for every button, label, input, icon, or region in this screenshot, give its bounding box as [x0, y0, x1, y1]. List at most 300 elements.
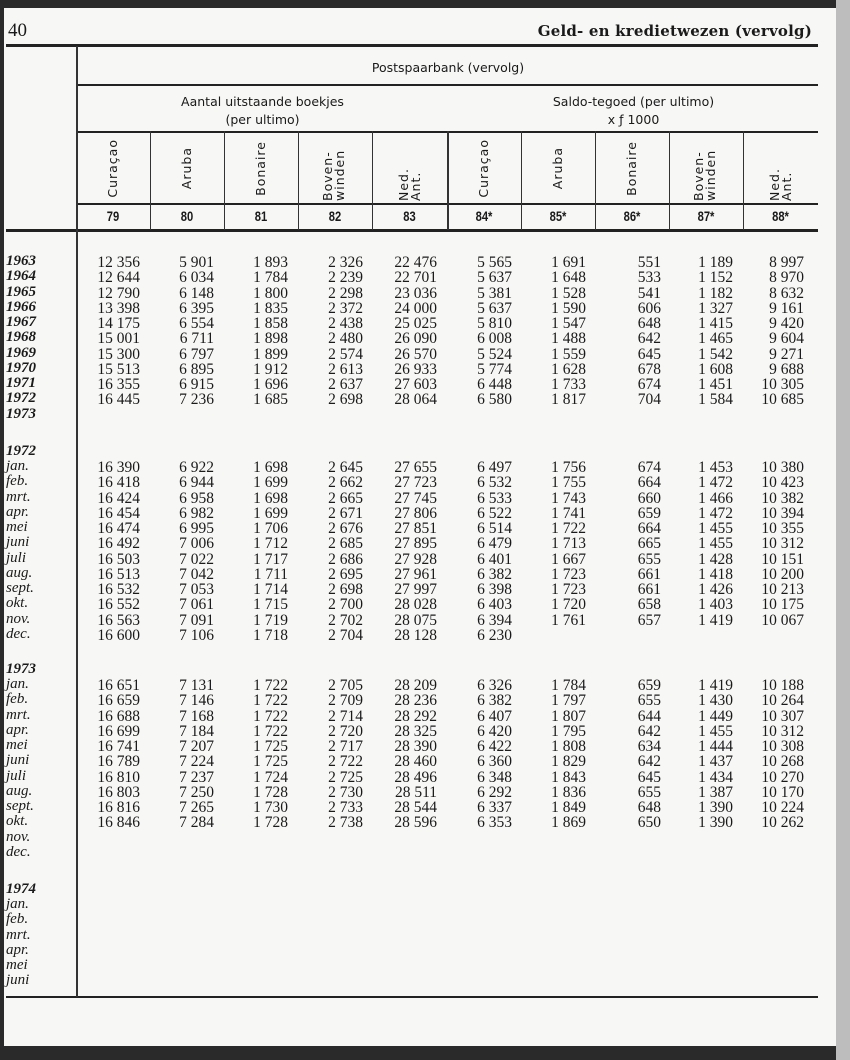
table-cell: 1 451: [698, 376, 733, 393]
column-number: 86*: [623, 208, 641, 224]
table-cell: 12 644: [97, 269, 140, 287]
table-cell: 12 790: [97, 284, 140, 302]
table-cell: 5 901: [179, 254, 214, 271]
table-cell: 645: [637, 345, 661, 363]
table-cell: 6 348: [477, 768, 512, 786]
row-label: jan.: [6, 896, 29, 912]
table-cell: 10 308: [761, 738, 804, 755]
table-cell: 1 590: [551, 299, 586, 317]
table-cell: 606: [637, 299, 661, 317]
row-label: 1969: [6, 344, 36, 361]
row-label: mei: [6, 519, 28, 535]
table-cell: 1 723: [551, 581, 586, 598]
table-cell: 16 659: [97, 692, 140, 710]
table-cell: 10 200: [761, 565, 804, 583]
table-cell: 1 699: [253, 474, 288, 492]
table-cell: 6 522: [477, 504, 512, 522]
table-cell: 1 722: [253, 677, 288, 694]
column-header: [150, 135, 224, 201]
table-cell: 28 075: [394, 611, 437, 629]
table-cell: 10 175: [761, 596, 804, 614]
table-cell: 27 603: [394, 376, 437, 393]
table-cell: 15 001: [97, 330, 140, 348]
table-cell: 8 970: [769, 269, 804, 287]
table-cell: 6 382: [477, 565, 512, 583]
table-cell: 6 394: [477, 611, 512, 629]
table-cell: 7 224: [179, 753, 214, 771]
table-cell: 2 685: [328, 535, 363, 553]
column-name: Curaçao: [105, 138, 120, 198]
table-cell: 6 958: [179, 489, 214, 507]
table-cell: 1 733: [551, 376, 586, 393]
table-cell: 6 008: [477, 330, 512, 348]
table-cell: 10 380: [761, 459, 804, 476]
table-cell: 1 415: [698, 315, 733, 332]
table-cell: 28 236: [394, 692, 437, 710]
column-number: 85*: [549, 208, 567, 224]
table-cell: 6 448: [477, 376, 512, 393]
row-label: 1970: [6, 359, 36, 376]
row-label: feb.: [6, 691, 29, 708]
table-cell: 16 810: [97, 768, 140, 786]
table-cell: 2 722: [328, 753, 363, 771]
table-cell: 1 912: [253, 360, 288, 378]
column-name: Aruba: [179, 146, 194, 190]
table-cell: 660: [637, 489, 661, 507]
table-cell: 6 995: [179, 520, 214, 537]
group-header-line1: Aantal uitstaande boekjes: [181, 94, 344, 109]
table-cell: 16 741: [97, 738, 140, 755]
table-cell: 27 723: [394, 474, 437, 492]
table-cell: 16 355: [97, 376, 140, 393]
table-cell: 25 025: [394, 315, 437, 332]
table-cell: 10 151: [761, 550, 804, 568]
row-label: 1965: [6, 283, 36, 300]
row-label: juni: [6, 534, 30, 551]
table-cell: 27 997: [394, 581, 437, 598]
table-cell: 2 704: [328, 626, 363, 644]
table-cell: 10 170: [761, 783, 804, 801]
table-cell: 7 042: [179, 565, 214, 583]
table-cell: 645: [637, 768, 661, 786]
table-cell: 27 928: [394, 550, 437, 568]
table-cell: 16 492: [97, 535, 140, 553]
table-cell: 2 645: [328, 459, 363, 476]
table-cell: 16 600: [97, 626, 140, 644]
table-cell: 6 554: [179, 315, 214, 332]
table-cell: 7 250: [179, 783, 214, 801]
table-cell: 1 711: [253, 565, 288, 583]
row-label: 1963: [6, 253, 36, 269]
table-cell: 15 300: [97, 345, 140, 363]
table-cell: 22 701: [394, 269, 437, 287]
row-label: mei: [6, 737, 28, 753]
table-cell: 1 449: [698, 707, 733, 725]
table-cell: 6 292: [477, 783, 512, 801]
table-cell: 2 698: [328, 581, 363, 598]
table-cell: 1 699: [253, 504, 288, 522]
table-cell: 2 705: [328, 677, 363, 694]
table-cell: 24 000: [394, 299, 437, 317]
table-cell: 9 271: [769, 345, 804, 363]
row-label: aug.: [6, 782, 33, 799]
table-cell: 1 797: [551, 692, 586, 710]
table-cell: 10 307: [761, 707, 804, 725]
table-cell: 1 428: [698, 550, 733, 568]
row-label: mrt.: [6, 488, 31, 505]
row-label: apr.: [6, 503, 29, 520]
column-header: [447, 135, 521, 201]
table-cell: 1 584: [698, 391, 733, 409]
table-cell: 2 438: [328, 315, 363, 332]
table-cell: 1 182: [698, 284, 733, 302]
table-cell: 10 305: [761, 376, 804, 393]
table-cell: 16 474: [97, 520, 140, 537]
table-cell: 6 398: [477, 581, 512, 598]
table-cell: 1 691: [551, 254, 586, 271]
table-cell: 1 713: [551, 535, 586, 553]
table-cell: 1 455: [698, 722, 733, 740]
column-name: Bonaire: [624, 140, 639, 196]
column-header: [298, 135, 372, 201]
group-header-balance: [449, 93, 818, 129]
table-cell: 1 843: [551, 768, 586, 786]
table-cell: 10 355: [761, 520, 804, 537]
table-cell: 1 559: [551, 345, 586, 363]
table-cell: 1 419: [698, 611, 733, 629]
section-heading: 1974: [6, 881, 36, 897]
table-cell: 6 034: [179, 269, 214, 287]
table-cell: 1 836: [551, 783, 586, 801]
table-cell: 1 741: [551, 504, 586, 522]
table-cell: 1 706: [253, 520, 288, 537]
table-cell: 10 312: [761, 722, 804, 740]
row-label: 1967: [6, 314, 36, 330]
row-label: juni: [6, 752, 30, 769]
table-cell: 6 148: [179, 284, 214, 302]
table-cell: 1 189: [698, 254, 733, 271]
table-cell: 9 688: [769, 360, 804, 378]
table-cell: 7 022: [179, 550, 214, 568]
table-cell: 27 851: [394, 520, 437, 537]
row-label: nov.: [6, 610, 31, 627]
table-cell: 648: [637, 799, 661, 816]
table-cell: 1 795: [551, 722, 586, 740]
table-cell: 2 709: [328, 692, 363, 710]
table-cell: 2 613: [328, 360, 363, 378]
table-cell: 26 570: [394, 345, 437, 363]
column-number: 82: [328, 208, 342, 224]
table-cell: 657: [637, 611, 661, 629]
group-header-line2: x ƒ 1000: [607, 112, 660, 127]
table-cell: 1 722: [253, 707, 288, 725]
table-cell: 661: [637, 565, 661, 583]
table-cell: 27 745: [394, 489, 437, 507]
table-cell: 1 472: [698, 474, 733, 492]
column-number: 83: [403, 208, 416, 224]
table-cell: 665: [637, 535, 661, 553]
table-cell: 642: [637, 753, 661, 771]
table-cell: 1 893: [253, 254, 288, 271]
table-cell: 1 437: [698, 753, 733, 771]
table-cell: 7 091: [179, 611, 214, 629]
table-cell: 1 807: [551, 707, 586, 725]
table-cell: 1 455: [698, 520, 733, 537]
table-cell: 1 712: [253, 535, 288, 553]
table-cell: 28 460: [394, 753, 437, 771]
table-cell: 1 453: [698, 459, 733, 476]
table-cell: 5 565: [477, 254, 512, 271]
table-cell: 28 596: [394, 814, 437, 832]
table-cell: 1 719: [253, 611, 288, 629]
table-cell: 28 544: [394, 799, 437, 816]
table-cell: 1 898: [253, 330, 288, 348]
table-cell: 1 472: [698, 504, 733, 522]
table-cell: 6 922: [179, 459, 214, 476]
column-number: 80: [180, 208, 194, 224]
table-cell: 2 730: [328, 783, 363, 801]
table-cell: 8 997: [769, 254, 804, 271]
row-label: apr.: [6, 941, 29, 958]
table-cell: 16 390: [97, 459, 140, 476]
table-cell: 642: [637, 330, 661, 348]
table-cell: 650: [637, 814, 661, 832]
row-label: aug.: [6, 564, 33, 581]
table-cell: 2 298: [328, 284, 363, 302]
table-cell: 2 574: [328, 345, 363, 363]
table-cell: 10 262: [761, 814, 804, 832]
table-cell: 1 390: [698, 799, 733, 816]
table-cell: 2 480: [328, 330, 363, 348]
section-heading: 1973: [6, 661, 36, 677]
table-cell: 2 637: [328, 376, 363, 393]
row-label: dec.: [6, 625, 31, 642]
table-cell: 644: [637, 707, 661, 725]
table-cell: 1 720: [551, 596, 586, 614]
column-name: Ned. Ant.: [766, 168, 794, 201]
table-cell: 551: [637, 254, 661, 271]
table-cell: 1 714: [253, 581, 288, 598]
table-cell: 10 213: [761, 581, 804, 598]
table-cell: 1 858: [253, 315, 288, 332]
table-cell: 1 390: [698, 814, 733, 832]
table-cell: 16 846: [97, 814, 140, 832]
table-cell: 10 270: [761, 768, 804, 786]
group-header-line2: (per ultimo): [225, 112, 300, 127]
row-label: 1972: [6, 390, 36, 407]
table-cell: 655: [637, 550, 661, 568]
table-cell: 27 961: [394, 565, 437, 583]
column-name: Curaçao: [476, 138, 491, 198]
table-cell: 6 982: [179, 504, 214, 522]
column-name: Aruba: [550, 146, 565, 190]
table-cell: 1 725: [253, 738, 288, 755]
table-cell: 6 944: [179, 474, 214, 492]
group-header-count: [78, 93, 447, 129]
table-cell: 2 686: [328, 550, 363, 568]
row-label: nov.: [6, 828, 31, 845]
table-cell: 6 532: [477, 474, 512, 492]
table-cell: 16 424: [97, 489, 140, 507]
table-cell: 8 632: [769, 284, 804, 302]
table-cell: 9 161: [769, 299, 804, 317]
row-label: 1973: [6, 405, 36, 422]
column-name: Ned. Ant.: [395, 168, 423, 201]
table-cell: 655: [637, 783, 661, 801]
table-cell: 5 774: [477, 360, 512, 378]
table-cell: 1 869: [551, 814, 586, 832]
table-cell: 1 730: [253, 799, 288, 816]
table-cell: 659: [637, 677, 661, 694]
column-name: Boven- winden: [320, 149, 347, 201]
table-cell: 16 552: [97, 596, 140, 614]
table-cell: 10 188: [761, 677, 804, 694]
table-cell: 7 106: [179, 626, 214, 644]
row-label: 1971: [6, 375, 36, 391]
table-cell: 7 131: [179, 677, 214, 694]
table-cell: 1 327: [698, 299, 733, 317]
table-cell: 6 479: [477, 535, 512, 553]
table-cell: 6 711: [179, 330, 214, 348]
row-label: feb.: [6, 911, 29, 928]
table-cell: 16 816: [97, 799, 140, 816]
table-cell: 1 722: [551, 520, 586, 537]
column-number: 81: [254, 208, 268, 224]
table-cell: 6 401: [477, 550, 512, 568]
table-cell: 1 426: [698, 581, 733, 598]
column-number: 79: [106, 208, 120, 224]
table-cell: 541: [637, 284, 661, 302]
table-cell: 2 700: [328, 596, 363, 614]
column-number: 84*: [475, 208, 493, 224]
section-heading: 1972: [6, 443, 36, 459]
page-edge: [836, 0, 850, 1060]
table-cell: 6 382: [477, 692, 512, 710]
table-cell: 28 496: [394, 768, 437, 786]
table-cell: 28 064: [394, 391, 437, 409]
table-cell: 5 381: [477, 284, 512, 302]
table-cell: 22 476: [394, 254, 437, 271]
table-cell: 7 146: [179, 692, 214, 710]
row-label: okt.: [6, 813, 29, 830]
table-cell: 9 604: [769, 330, 804, 348]
table-cell: 1 403: [698, 596, 733, 614]
table-cell: 7 207: [179, 738, 214, 755]
page-title: Geld- en kredietwezen (vervolg): [537, 22, 812, 40]
table-cell: 2 717: [328, 738, 363, 755]
table-cell: 10 264: [761, 692, 804, 710]
table-cell: 1 685: [253, 391, 288, 409]
table-cell: 648: [637, 315, 661, 332]
row-label: juli: [6, 549, 27, 566]
table-cell: 2 720: [328, 722, 363, 740]
table-cell: 7 284: [179, 814, 214, 832]
table-cell: 10 067: [761, 611, 804, 629]
table-cell: 2 665: [328, 489, 363, 507]
table-cell: 1 152: [698, 269, 733, 287]
table-cell: 642: [637, 722, 661, 740]
table-cell: 704: [637, 391, 661, 409]
table-cell: 1 667: [551, 550, 586, 568]
table-cell: 2 738: [328, 814, 363, 832]
table-cell: 10 312: [761, 535, 804, 553]
table-cell: 1 528: [551, 284, 586, 302]
table-cell: 2 671: [328, 504, 363, 522]
table-cell: 7 061: [179, 596, 214, 614]
table-cell: 5 637: [477, 299, 512, 317]
column-number: 87*: [697, 208, 715, 224]
column-header: [743, 135, 818, 201]
table-cell: 6 230: [477, 626, 512, 644]
table-cell: 7 006: [179, 535, 214, 553]
table-cell: 6 422: [477, 738, 512, 755]
row-label: mrt.: [6, 706, 31, 723]
bottom-rule: [6, 996, 818, 998]
table-cell: 7 236: [179, 391, 214, 409]
table-cell: 2 733: [328, 799, 363, 816]
table-cell: 674: [637, 376, 661, 393]
table-cell: 1 761: [551, 611, 586, 629]
table-cell: 664: [637, 520, 661, 537]
table-cell: 28 209: [394, 677, 437, 694]
table-cell: 27 895: [394, 535, 437, 553]
table-cell: 7 184: [179, 722, 214, 740]
row-label: dec.: [6, 843, 31, 860]
table-cell: 6 395: [179, 299, 214, 317]
row-label: juli: [6, 767, 27, 784]
table-cell: 28 390: [394, 738, 437, 755]
table-cell: 1 829: [551, 753, 586, 771]
table-cell: 2 702: [328, 611, 363, 629]
header-bottom-rule: [6, 229, 818, 232]
table-cell: 16 699: [97, 722, 140, 740]
table-cell: 12 356: [97, 254, 140, 271]
table-cell: 16 503: [97, 550, 140, 568]
table-cell: 6 895: [179, 360, 214, 378]
group-header-line1: Saldo-tegoed (per ultimo): [552, 94, 715, 109]
table-cell: 5 524: [477, 345, 512, 363]
table-cell: 1 717: [253, 550, 288, 568]
table-cell: 28 325: [394, 722, 437, 740]
table-cell: 7 265: [179, 799, 214, 816]
row-label: okt.: [6, 595, 29, 612]
table-cell: 1 542: [698, 345, 733, 363]
table-cell: 13 398: [97, 299, 140, 317]
table-cell: 1 696: [253, 376, 288, 393]
table-cell: 16 563: [97, 611, 140, 629]
table-cell: 14 175: [97, 315, 140, 332]
column-header: [224, 135, 298, 201]
row-label: mrt.: [6, 926, 31, 943]
table-cell: 16 803: [97, 783, 140, 801]
column-header: [595, 135, 669, 201]
table-cell: 9 420: [769, 315, 804, 332]
table-cell: 10 685: [761, 391, 804, 409]
table-cell: 2 662: [328, 474, 363, 492]
table-cell: 2 676: [328, 520, 363, 537]
table-cell: 1 465: [698, 330, 733, 348]
row-label: juni: [6, 972, 30, 989]
table-cell: 6 407: [477, 707, 512, 725]
table-cell: 16 532: [97, 581, 140, 598]
table-cell: 6 403: [477, 596, 512, 614]
table-cell: 6 420: [477, 722, 512, 740]
table-cell: 1 849: [551, 799, 586, 816]
table-cell: 6 797: [179, 345, 214, 363]
table-cell: 2 239: [328, 269, 363, 287]
table-cell: 1 698: [253, 489, 288, 507]
table-cell: 2 372: [328, 299, 363, 317]
